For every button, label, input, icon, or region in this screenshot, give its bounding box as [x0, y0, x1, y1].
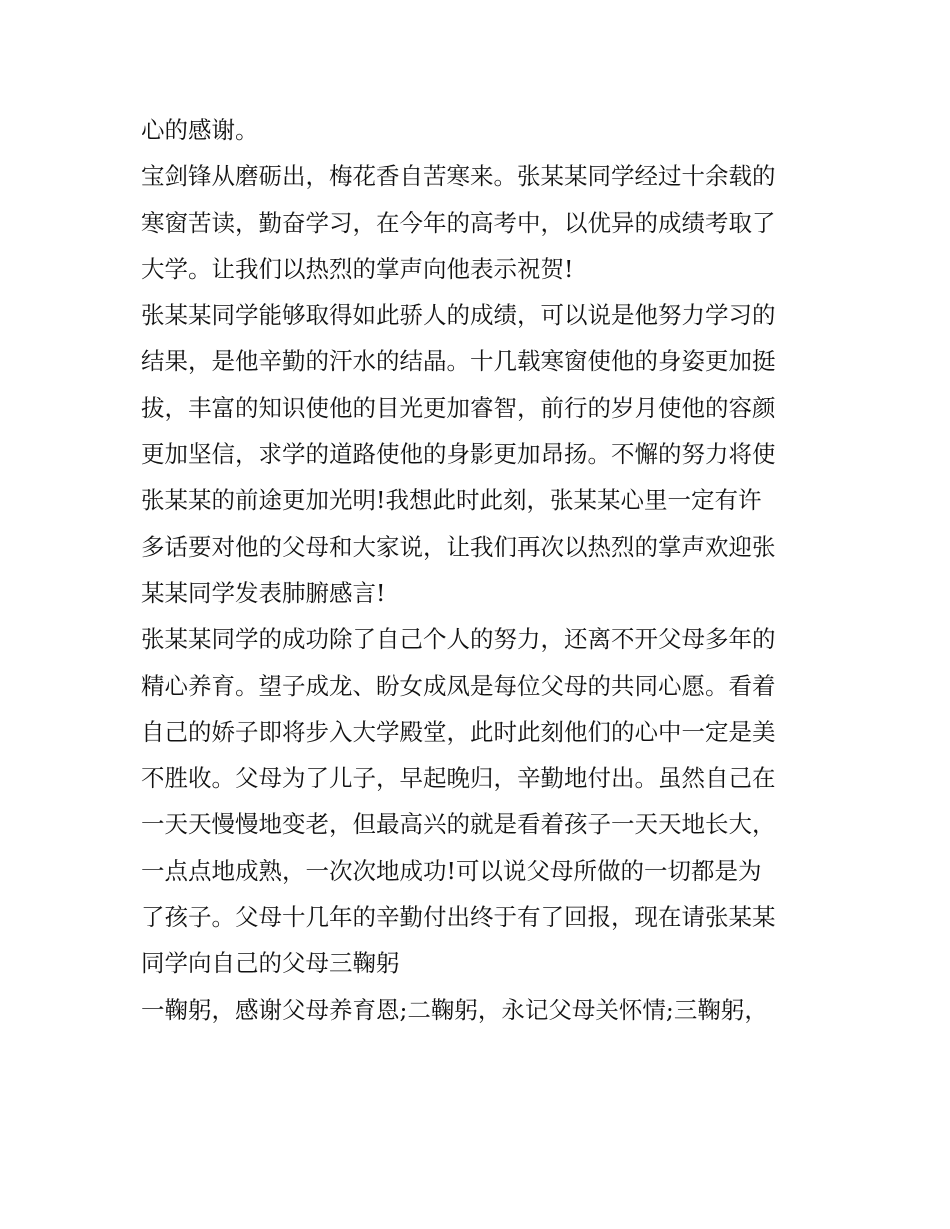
text-line: 更加坚信，求学的道路使他的身影更加昂扬。不懈的努力将使	[141, 440, 776, 469]
document-page	[141, 107, 821, 1033]
text-line: 精心养育。望子成龙、盼女成凤是每位父母的共同心愿。看着	[141, 671, 776, 700]
text-line: 张某某同学能够取得如此骄人的成绩，可以说是他努力学习的	[141, 301, 776, 330]
text-line: 了孩子。父母十几年的辛勤付出终于有了回报，现在请张某某	[141, 903, 776, 932]
text-line: 一点点地成熟，一次次地成功!可以说父母所做的一切都是为	[141, 856, 762, 885]
text-line: 同学向自己的父母三鞠躬	[141, 949, 400, 978]
text-line: 宝剑锋从磨砺出，梅花香自苦寒来。张某某同学经过十余载的	[141, 162, 776, 191]
text-line: 自己的娇子即将步入大学殿堂，此时此刻他们的心中一定是美	[141, 717, 776, 746]
text-line: 大学。让我们以热烈的掌声向他表示祝贺!	[141, 254, 574, 283]
text-line: 心的感谢。	[141, 116, 259, 144]
text-line: 张某某的前途更加光明!我想此时此刻，张某某心里一定有许	[141, 486, 762, 515]
text-line: 一天天慢慢地变老，但最高兴的就是看着孩子一天天地长大，	[141, 810, 776, 839]
text-line: 拔，丰富的知识使他的目光更加睿智，前行的岁月使他的容颜	[141, 393, 776, 422]
text-line: 多话要对他的父母和大家说，让我们再次以热烈的掌声欢迎张	[141, 532, 776, 561]
text-line: 张某某同学的成功除了自己个人的努力，还离不开父母多年的	[141, 625, 776, 654]
text-line: 寒窗苦读，勤奋学习，在今年的高考中，以优异的成绩考取了	[141, 208, 776, 237]
text-line: 结果，是他辛勤的汗水的结晶。十几载寒窗使他的身姿更加挺	[141, 347, 776, 376]
text-line: 一鞠躬，感谢父母养育恩;二鞠躬，永记父母关怀情;三鞠躬，	[141, 995, 768, 1024]
text-line: 不胜收。父母为了儿子，早起晚归，辛勤地付出。虽然自己在	[141, 764, 776, 793]
text-line: 某某同学发表肺腑感言!	[141, 578, 386, 607]
